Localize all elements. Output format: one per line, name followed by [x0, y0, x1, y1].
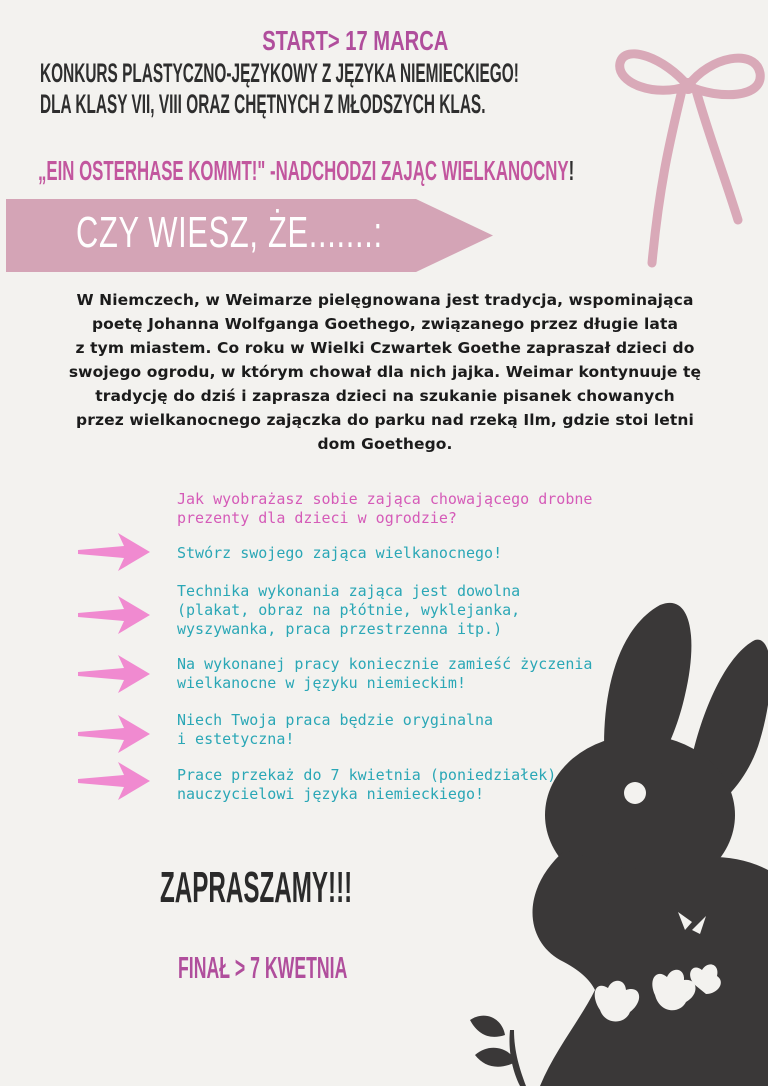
paragraph-line: z tym miastem. Co roku w Wielki Czwartek Goethe zapraszał dzieci do	[75, 339, 695, 357]
task-item-4: Niech Twoja praca będzie oryginalna i estetyczna!	[177, 711, 494, 748]
tradition-paragraph	[40, 288, 730, 456]
pink-arrow-icon	[78, 596, 150, 634]
intro-line-2: DLA KLASY VII, VIII ORAZ CHĘTNYCH Z MŁODSZYCH KLAS.	[40, 89, 486, 119]
contest-intro	[40, 58, 768, 120]
paragraph-line: dom Goethego.	[317, 435, 453, 453]
invite-text: ZAPRASZAMY!!!	[160, 863, 353, 912]
slogan	[38, 154, 768, 187]
start-date-text: START> 17 MARCA	[261, 25, 449, 56]
pink-arrow-icon	[78, 715, 150, 753]
pink-arrow-icon	[78, 655, 150, 693]
task-item-1: Stwórz swojego zająca wielkanocnego!	[177, 544, 503, 562]
task-item-5: Prace przekaż do 7 kwietnia (poniedziałek) nauczycielowi języka niemieckiego!	[177, 766, 557, 803]
final-date	[178, 950, 475, 986]
paragraph-line: W Niemczech, w Weimarze pielęgnowana jest tradycja, wspominająca	[76, 291, 694, 309]
paragraph-line: tradycję do dziś i zaprasza dzieci na szukanie pisanek chowanych	[95, 387, 675, 405]
intro-line-1: KONKURS PLASTYCZNO-JĘZYKOWY Z JĘZYKA NIEMIECKIEGO!	[40, 58, 519, 88]
task-item-3: Na wykonanej pracy koniecznie zamieść życzenia wielkanocne w języku niemieckim!	[177, 655, 593, 692]
invite-heading	[160, 862, 510, 913]
paragraph-line: przez wielkanocnego zajączka do parku nad rzeką Ilm, gdzie stoi letni	[76, 411, 694, 429]
final-date-text: FINAŁ > 7 KWETNIA	[178, 950, 348, 985]
slogan-text: „EIN OSTERHASE KOMMT!" -NADCHODZI ZAJĄC WIELKANOCNY	[38, 155, 569, 186]
paragraph-line: poetę Johanna Wolfganga Goethego, związanego przez długie lata	[91, 315, 679, 333]
slogan-exclamation: !	[568, 155, 575, 186]
banner-title: CZY WIESZ, ŻE.......:	[76, 208, 383, 257]
pink-arrow-icon	[78, 533, 150, 571]
task-item-2: Technika wykonania zająca jest dowolna (plakat, obraz na płótnie, wyklejanka, wyszywanka, praca przestrzenna itp.)	[177, 582, 521, 638]
paragraph-line: swojego ogrodu, w którym chował dla nich jajka. Weimar kontynuuje tę	[68, 363, 702, 381]
pink-arrow-icon	[78, 762, 150, 800]
question-text: Jak wyobrażasz sobie zająca chowającego drobne prezenty dla dzieci w ogrodzie?	[177, 490, 593, 527]
start-date	[0, 24, 710, 57]
